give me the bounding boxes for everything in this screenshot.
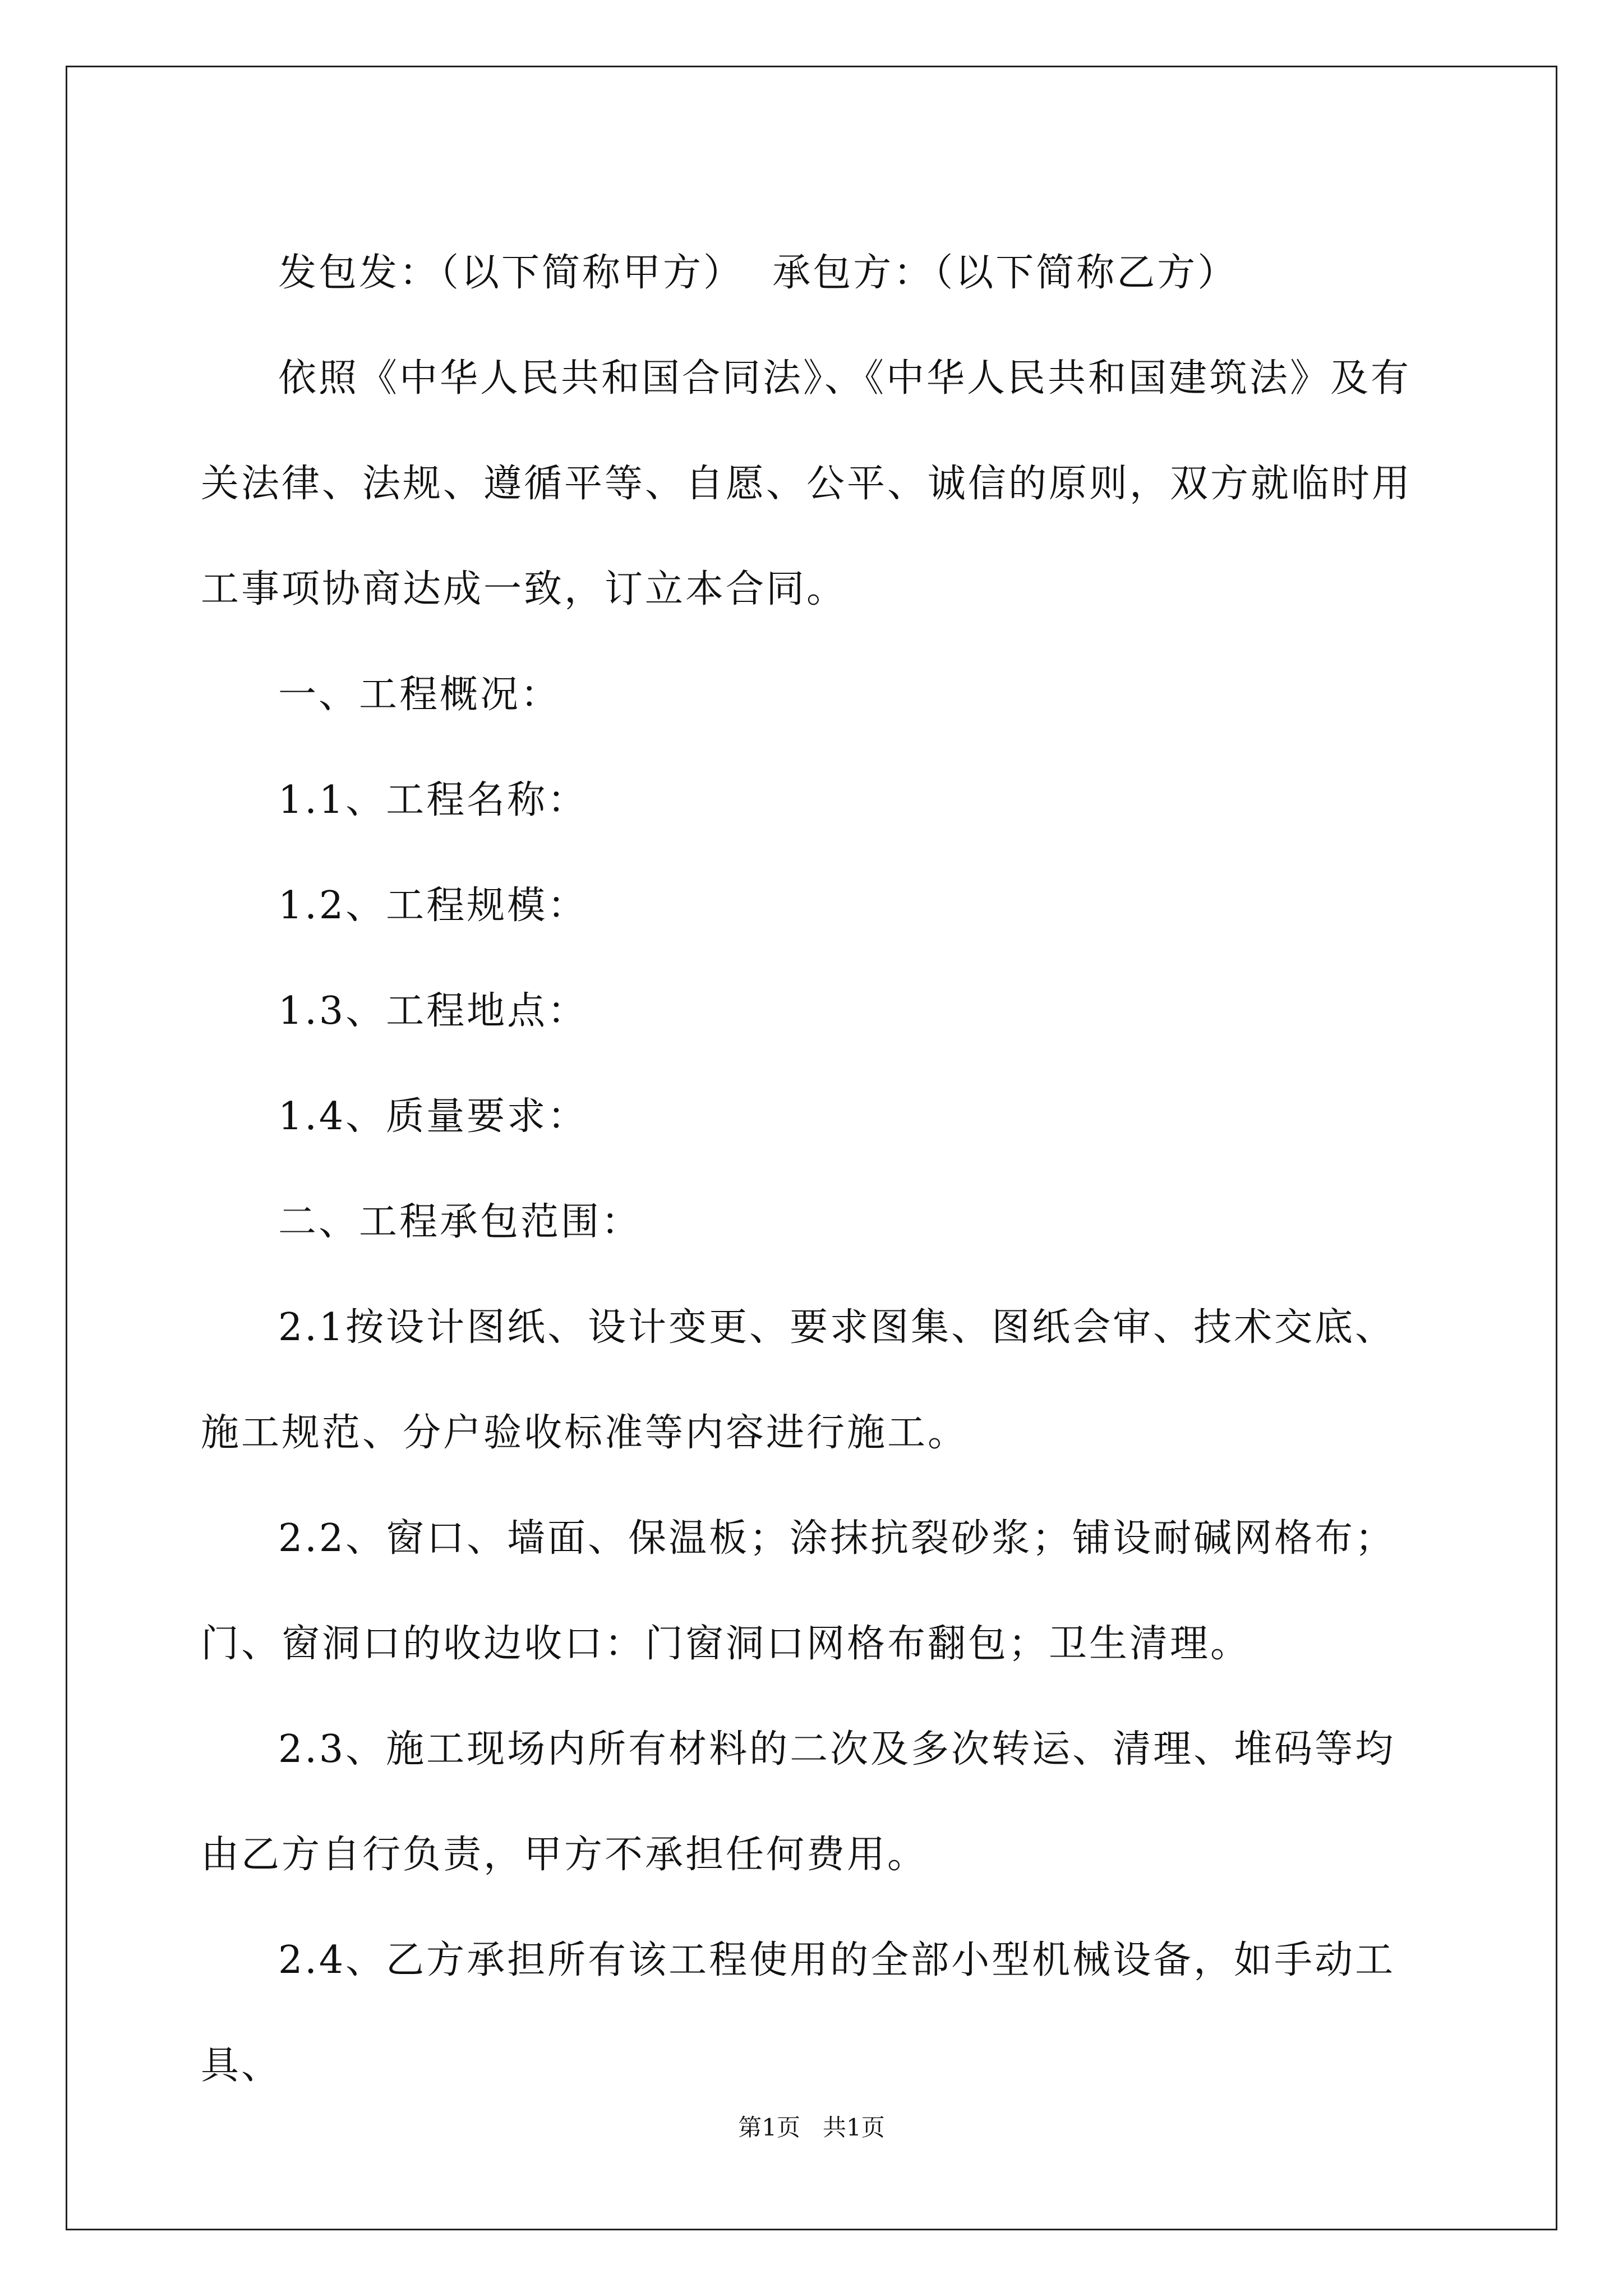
clause-1-2: 1.2、工程规模： <box>278 884 588 928</box>
preamble-paragraph: 依照《中华人民共和国合同法》、《中华人民共和国建筑法》及有关法律、法规、遵循平等、自愿、公平、诚信的原则，双方就临时用工事项协商达成一致，订立本合同。 <box>201 356 1413 611</box>
clause-1-1: 1.1、工程名称： <box>278 778 588 822</box>
clause-2-3: 2.3、施工现场内所有材料的二次及多次转运、清理、堆码等均由乙方自行负责，甲方不承担任何费用。 <box>201 1727 1396 1877</box>
clause-2-2: 2.2、窗口、墙面、保温板；涂抹抗裂砂浆；铺设耐碱网格布；门、窗洞口的收边收口：门窗洞口网格布翻包；卫生清理。 <box>201 1516 1396 1666</box>
clause-2-1: 2.1按设计图纸、设计变更、要求图集、图纸会审、技术交底、施工规范、分户验收标准等内容进行施工。 <box>201 1305 1396 1455</box>
party-line: 发包发：（以下简称甲方） 承包方：（以下简称乙方） <box>278 251 1238 295</box>
page-footer <box>0 2109 1623 2143</box>
document-body <box>201 220 1429 2119</box>
clause-1-3: 1.3、工程地点： <box>278 989 588 1033</box>
page-number: 第1页 共1页 <box>738 2114 885 2141</box>
section-heading-overview: 一、工程概况： <box>278 673 561 717</box>
clause-1-4: 1.4、质量要求： <box>278 1094 588 1139</box>
clause-2-4: 2.4、乙方承担所有该工程使用的全部小型机械设备，如手动工具、 <box>201 1938 1396 2088</box>
section-heading-scope: 二、工程承包范围： <box>278 1200 642 1244</box>
